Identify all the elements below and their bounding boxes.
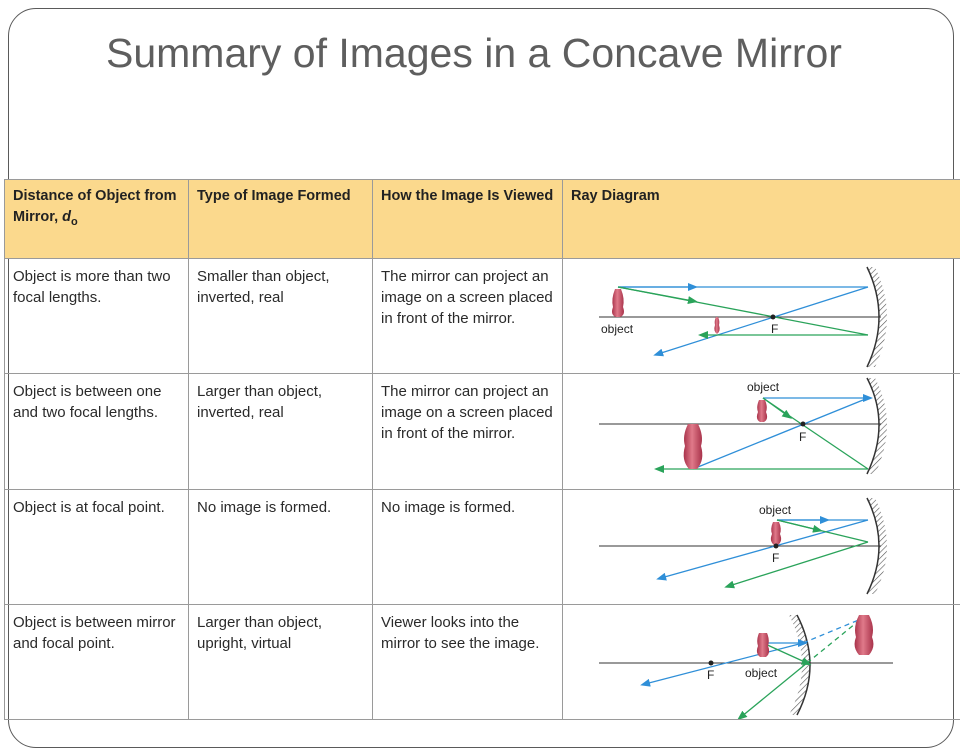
image-vase-large [684,424,703,469]
header-type: Type of Image Formed [189,180,373,259]
focal-point [709,660,714,665]
focal-label: F [772,551,779,565]
cell-type: Larger than object, upright, virtual [189,604,373,719]
image-vase-virtual [855,615,874,655]
ray-diagram-cell [563,259,960,374]
cell-distance: Object is between one and two focal lengths. [5,374,189,489]
table-row [5,374,960,489]
ray-diagram-cell [563,604,960,719]
header-how: How the Image Is Viewed [373,180,563,259]
table-row [5,489,960,604]
table-row [5,259,960,374]
header-distance-symbol: d [62,209,71,225]
concave-mirror [867,378,887,474]
cell-distance: Object is more than two focal lengths. [5,259,189,374]
ray-green-reflected [729,542,868,586]
slide-title: Summary of Images in a Concave Mirror [106,26,886,80]
cell-type: Smaller than object, inverted, real [189,259,373,374]
object-label: object [759,503,792,517]
object-vase [612,289,624,317]
ray-diagram-3 [563,490,960,605]
cell-how: Viewer looks into the mirror to see the image. [373,604,563,719]
header-row [5,180,960,259]
focal-point [801,422,806,427]
object-label: object [745,666,778,680]
table-row [5,604,960,719]
image-vase-small [714,317,719,334]
cell-distance: Object is between mirror and focal point. [5,604,189,719]
ray-diagram-1 [563,259,960,374]
focal-label: F [707,668,714,682]
cell-how: No image is formed. [373,489,563,604]
focal-point [771,315,776,320]
summary-table [4,179,960,720]
ray-blue-virtual [803,619,861,643]
object-vase [771,522,781,545]
header-ray: Ray Diagram [563,180,960,259]
header-distance-label: Distance of Object from Mirror, [13,188,177,225]
cell-distance: Object is at focal point. [5,489,189,604]
cell-how: The mirror can project an image on a screen placed in front of the mirror. [373,374,563,489]
cell-type: Larger than object, inverted, real [189,374,373,489]
concave-mirror [789,615,810,715]
ray-green-arrow [777,520,818,530]
ray-diagram-4 [563,605,960,720]
object-label: object [747,380,780,394]
ray-blue-reflected [661,520,868,578]
header-distance [5,180,189,259]
cell-type: No image is formed. [189,489,373,604]
ray-blue-reflected [658,287,868,354]
ray-diagram-cell [563,374,960,489]
ray-diagram-cell [563,489,960,604]
object-vase [757,633,769,657]
focal-label: F [799,430,806,444]
ray-green-virtual [807,619,861,663]
object-vase [757,400,767,422]
cell-how: The mirror can project an image on a screen placed in front of the mirror. [373,259,563,374]
ray-blue-reflected [693,398,868,469]
focal-label: F [771,322,778,336]
header-distance-subscript: o [71,216,78,228]
ray-diagram-2 [563,374,960,489]
ray-green-arrow [618,287,693,301]
object-label: object [601,322,634,336]
focal-point [774,543,779,548]
